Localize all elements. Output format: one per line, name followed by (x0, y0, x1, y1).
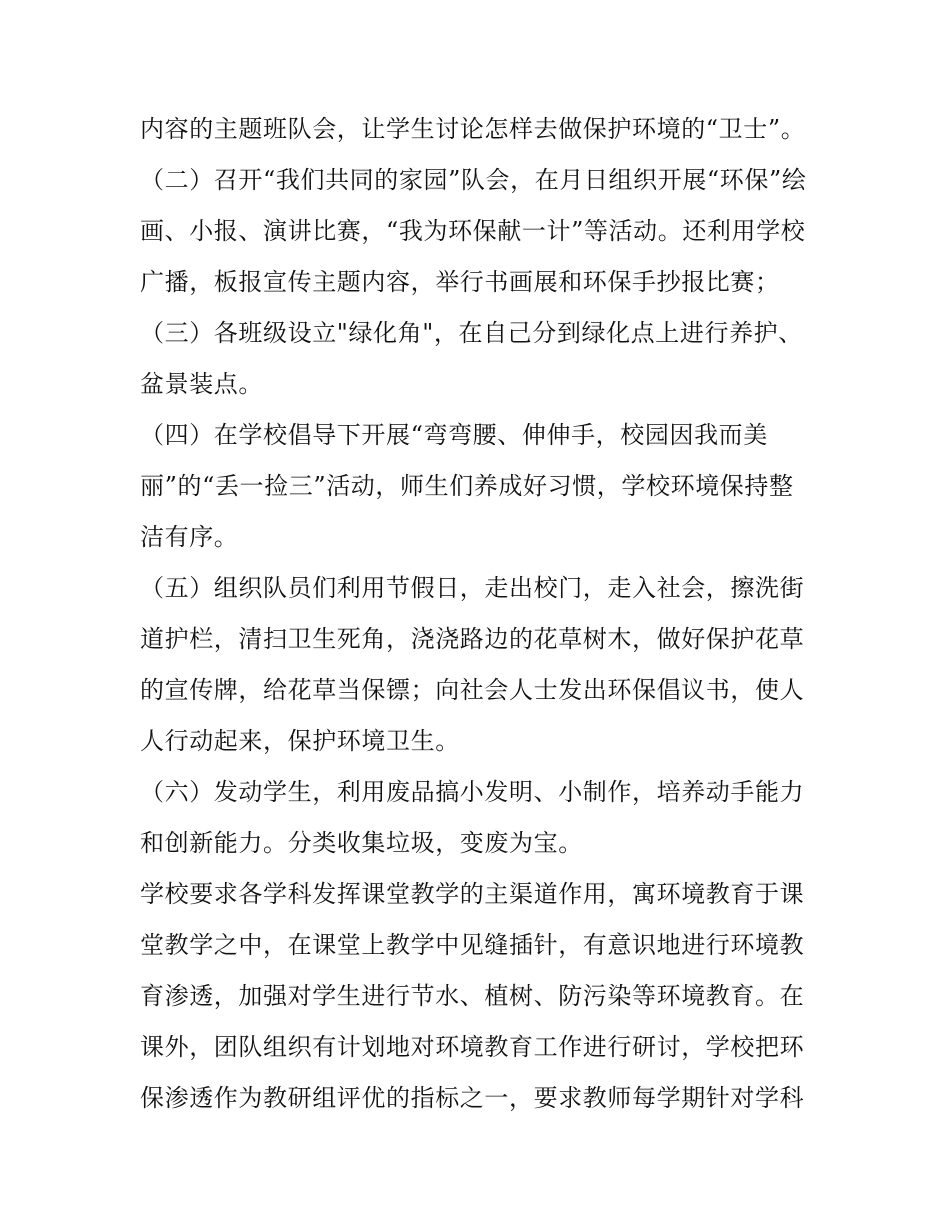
text-line: （四）在学校倡导下开展“弯弯腰、伸伸手，校园因我而美 (140, 421, 768, 449)
text-line: 的宣传牌，给花草当保镖；向社会人士发出环保倡议书，使人 (140, 676, 805, 704)
text-line: 丽”的“丢一捡三”活动，师生们养成好习惯，学校环境保持整 (140, 472, 794, 500)
text-line: 内容的主题班队会，让学生讨论怎样去做保护环境的“卫士”。 (140, 115, 806, 143)
text-line: 保渗透作为教研组评优的指标之一，要求教师每学期针对学科 (140, 1084, 805, 1112)
text-line: （五）组织队员们利用节假日，走出校门，走入社会，擦洗街 (140, 574, 805, 602)
text-line: 盆景装点。 (140, 370, 263, 398)
text-line: 道护栏，清扫卫生死角，浇浇路边的花草树木，做好保护花草 (140, 625, 805, 653)
text-line: 和创新能力。分类收集垃圾，变废为宝。 (140, 829, 583, 857)
text-line: 育渗透，加强对学生进行节水、植树、防污染等环境教育。在 (140, 982, 805, 1010)
text-line: 课外，团队组织有计划地对环境教育工作进行研讨，学校把环 (140, 1033, 805, 1061)
document-body (140, 104, 820, 1124)
text-line: 洁有序。 (140, 523, 239, 551)
text-line: 广播，板报宣传主题内容，举行书画展和环保手抄报比赛； (140, 268, 780, 296)
text-line: 学校要求各学科发挥课堂教学的主渠道作用，寓环境教育于课 (140, 880, 805, 908)
text-line: （三）各班级设立"绿化角"，在自己分到绿化点上进行养护、 (140, 319, 803, 347)
text-line: （二）召开“我们共同的家园”队会，在月日组织开展“环保”绘 (140, 166, 807, 194)
text-line: （六）发动学生，利用废品搞小发明、小制作，培养动手能力 (140, 778, 805, 806)
text-line: 画、小报、演讲比赛，“我为环保献一计”等活动。还利用学校 (140, 217, 806, 245)
text-line: 堂教学之中，在课堂上教学中见缝插针，有意识地进行环境教 (140, 931, 805, 959)
text-line: 人行动起来，保护环境卫生。 (140, 727, 460, 755)
